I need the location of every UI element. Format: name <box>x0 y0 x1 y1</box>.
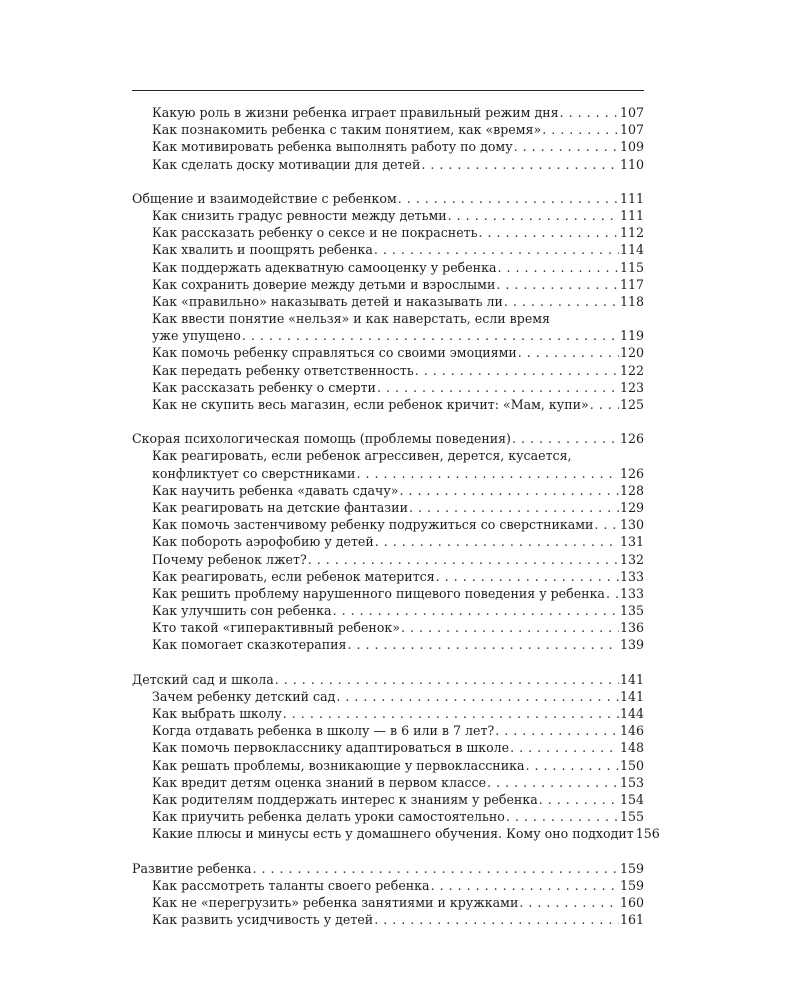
toc-entry <box>132 327 644 344</box>
header-rule <box>132 90 644 91</box>
toc-entry <box>132 877 644 894</box>
toc-entry <box>132 482 644 499</box>
toc-entry <box>132 121 644 138</box>
toc-section-entry <box>132 860 644 877</box>
toc-entry-title: Как реагировать на детские фантазии <box>152 499 408 515</box>
toc-page-number: 110 <box>619 156 644 172</box>
toc-entry <box>132 224 644 241</box>
toc-page-number: 120 <box>619 345 644 361</box>
toc-page-number: 136 <box>619 620 644 636</box>
toc-page-number: 160 <box>619 894 644 910</box>
toc-entry-title: Как поддержать адекватную самооценку у ребенка <box>152 259 497 275</box>
toc-entry <box>132 791 644 808</box>
toc-page-number: 150 <box>619 757 644 773</box>
toc-page-number: 161 <box>619 912 644 928</box>
toc-entry-title: Как развить усидчивость у детей <box>152 912 374 928</box>
toc-entry <box>132 379 644 396</box>
toc-page-number: 111 <box>619 190 644 206</box>
toc-page-number: 131 <box>619 534 644 550</box>
toc-entry-title: Когда отдавать ребенка в школу — в 6 или в 7 лет? <box>152 723 495 739</box>
toc-entry <box>132 551 644 568</box>
toc-leader-dots <box>436 568 619 585</box>
toc-page-number: 132 <box>619 551 644 567</box>
toc-page-number: 141 <box>619 688 644 704</box>
toc-leader-dots <box>377 379 619 396</box>
toc-page-number: 128 <box>619 482 644 498</box>
toc-leader-dots <box>539 791 619 808</box>
toc-leader-dots <box>510 739 619 756</box>
toc-page-number: 118 <box>619 293 644 309</box>
toc-leader-dots <box>495 722 619 739</box>
toc-entry <box>132 722 644 739</box>
toc-page-number: 130 <box>619 517 644 533</box>
toc-entry <box>132 688 644 705</box>
toc-page-number: 107 <box>619 122 644 138</box>
toc-leader-dots <box>525 757 618 774</box>
toc-page-number: 148 <box>619 740 644 756</box>
toc-entry <box>132 705 644 722</box>
toc-entry-title: Как снизить градус ревности между детьми <box>152 207 447 223</box>
toc-page-number: 133 <box>619 585 644 601</box>
toc-page-number: 133 <box>619 568 644 584</box>
toc-leader-dots <box>496 276 619 293</box>
toc-entry-title: Как не скупить весь магазин, если ребенок кричит: «Мам, купи» <box>152 397 589 412</box>
toc-entry <box>132 636 644 653</box>
toc-leader-dots <box>399 482 618 499</box>
toc-section-entry <box>132 190 644 207</box>
toc-leader-dots <box>374 241 619 258</box>
toc-entry-title: Как родителям поддержать интерес к знаниям у ребенка <box>152 791 538 807</box>
toc-entry-title: Как помочь застенчивому ребенку подружиться со сверстниками <box>152 517 594 533</box>
toc-page-number: 109 <box>619 139 644 155</box>
toc-entry-title: Как хвалить и поощрять ребенка <box>152 242 373 258</box>
toc-page-number: 119 <box>619 328 644 344</box>
toc-page-number: 126 <box>619 431 644 447</box>
toc-entry <box>132 619 644 636</box>
toc-entry-title: Как «правильно» наказывать детей и наказывать ли <box>152 293 503 309</box>
toc-leader-dots <box>421 156 619 173</box>
toc-leader-dots <box>275 671 619 688</box>
toc-page-number: 139 <box>619 637 644 653</box>
toc-entry-title: Как улучшить сон ребенка <box>152 603 332 619</box>
toc-entry <box>132 276 644 293</box>
toc-entry-title: Как сохранить доверие между детьми и взрослыми <box>152 276 496 292</box>
toc-entry-title: Скорая психологическая помощь (проблемы поведения) <box>132 431 511 447</box>
toc-section-entry <box>132 430 644 447</box>
toc-page-number: 125 <box>619 397 644 412</box>
toc-entry <box>132 568 644 585</box>
toc-leader-dots <box>375 533 619 550</box>
toc-entry <box>132 894 644 911</box>
toc-page-number: 123 <box>619 379 644 395</box>
toc-entry <box>132 310 644 327</box>
toc-page-number: 153 <box>619 774 644 790</box>
toc-page-number: 159 <box>619 860 644 876</box>
toc-leader-dots <box>431 877 619 894</box>
toc-entry <box>132 259 644 276</box>
toc-entry-title: Какую роль в жизни ребенка играет правильный режим дня <box>152 105 559 120</box>
toc-leader-dots <box>398 190 619 207</box>
toc-entry-title: Зачем ребенку детский сад <box>152 688 336 704</box>
toc-page-number: 159 <box>619 877 644 893</box>
toc-entry-title: Как вредит детям оценка знаний в первом классе <box>152 774 487 790</box>
toc-entry <box>132 499 644 516</box>
toc-entry <box>132 808 644 825</box>
toc-page-number: 122 <box>619 362 644 378</box>
toc-entry <box>132 138 644 155</box>
toc-entry <box>132 104 644 121</box>
toc-entry-title: Детский сад и школа <box>132 671 274 687</box>
toc-entry-title: Как помочь первокласснику адаптироваться в школе <box>152 740 510 756</box>
toc-entry <box>132 585 644 602</box>
toc-entry <box>132 465 644 482</box>
toc-entry-title: Как побороть аэрофобию у детей <box>152 534 374 550</box>
toc-leader-dots <box>401 619 619 636</box>
toc-entry <box>132 447 644 464</box>
toc-entry-title: Как выбрать школу <box>152 706 282 721</box>
toc-entry <box>132 774 644 791</box>
toc-leader-dots <box>506 808 619 825</box>
toc-leader-dots <box>448 207 619 224</box>
toc-leader-dots <box>252 860 618 877</box>
toc-entry-title: Как решить проблему нарушенного пищевого поведения у ребенка <box>152 585 605 601</box>
toc-entry-title: Как познакомить ребенка с таким понятием, как «время» <box>152 122 542 138</box>
toc-entry <box>132 825 660 842</box>
toc-leader-dots <box>560 104 619 121</box>
toc-entry-title: Как мотивировать ребенка выполнять работу по дому <box>152 139 513 155</box>
toc-entry-title: Как сделать доску мотивации для детей <box>152 156 421 172</box>
toc-leader-dots <box>336 688 619 705</box>
toc-leader-dots <box>519 894 619 911</box>
toc-entry-title: Почему ребенок лжет? <box>152 551 307 567</box>
toc-entry-title: Как помогает сказкотерапия <box>152 637 347 653</box>
toc-entry-title: уже упущено <box>152 328 241 344</box>
toc-leader-dots <box>512 430 619 447</box>
toc-page-number: 146 <box>619 723 644 739</box>
toc-leader-dots <box>497 259 618 276</box>
toc-entry <box>132 533 644 550</box>
toc-section-entry <box>132 671 644 688</box>
toc-leader-dots <box>356 465 619 482</box>
toc-entry <box>132 156 644 173</box>
toc-entry-title: Какие плюсы и минусы есть у домашнего обучения. Кому оно подходит <box>152 826 634 842</box>
toc-entry-title: Как реагировать, если ребенок агрессивен, дерется, кусается, <box>152 448 572 464</box>
toc-leader-dots <box>606 585 619 602</box>
toc-page-number: 112 <box>619 225 644 241</box>
toc-leader-dots <box>348 636 619 653</box>
toc-entry <box>132 344 644 361</box>
toc-leader-dots <box>308 551 619 568</box>
toc-page-number: 126 <box>619 465 644 481</box>
toc-leader-dots <box>590 396 619 413</box>
toc-page-number: 141 <box>619 671 644 687</box>
toc-page-number: 107 <box>619 105 644 120</box>
toc-leader-dots <box>514 138 619 155</box>
toc-leader-dots <box>415 362 619 379</box>
toc-entry-title: Как рассказать ребенку о смерти <box>152 379 376 395</box>
toc-page-number: 156 <box>635 826 660 842</box>
toc-page-number: 114 <box>619 242 644 258</box>
toc-page-number: 115 <box>619 259 644 275</box>
toc-leader-dots <box>594 516 619 533</box>
toc-entry-title: Как приучить ребенка делать уроки самостоятельно <box>152 809 505 825</box>
toc-leader-dots <box>487 774 619 791</box>
toc-entry-title: Как ввести понятие «нельзя» и как наверстать, если время <box>152 311 551 327</box>
toc-entry-title: Как не «перегрузить» ребенка занятиями и кружками <box>152 894 519 910</box>
toc-entry-title: Общение и взаимодействие с ребенком <box>132 190 397 206</box>
toc-entry-title: Как передать ребенку ответственность <box>152 362 414 378</box>
toc-page-number: 144 <box>619 706 644 721</box>
toc-entry <box>132 516 644 533</box>
toc-entry <box>132 207 644 224</box>
toc-entry-title: Как помочь ребенку справляться со своими эмоциями <box>152 345 517 361</box>
toc-entry <box>132 362 644 379</box>
toc-entry-title: Как рассмотреть таланты своего ребенка <box>152 877 430 893</box>
toc-leader-dots <box>283 705 619 722</box>
toc-entry <box>132 293 644 310</box>
toc-entry <box>132 396 644 413</box>
toc-leader-dots <box>518 344 619 361</box>
toc-page-number: 154 <box>619 791 644 807</box>
toc-page-number: 117 <box>619 276 644 292</box>
toc-leader-dots <box>504 293 619 310</box>
table-of-contents <box>132 104 660 928</box>
toc-page-number: 111 <box>619 207 644 223</box>
toc-entry-title: Как решать проблемы, возникающие у первоклассника <box>152 757 525 773</box>
toc-entry <box>132 757 644 774</box>
toc-entry-title: Как рассказать ребенку о сексе и не покраснеть <box>152 225 478 241</box>
toc-entry-title: Кто такой «гиперактивный ребенок» <box>152 620 400 636</box>
toc-leader-dots <box>542 121 619 138</box>
toc-leader-dots <box>333 602 619 619</box>
toc-page-number: 135 <box>619 603 644 619</box>
toc-entry-title: Развитие ребенка <box>132 860 252 876</box>
toc-page-number: 155 <box>619 809 644 825</box>
toc-leader-dots <box>374 911 619 928</box>
toc-leader-dots <box>478 224 618 241</box>
toc-page-number: 129 <box>619 499 644 515</box>
toc-entry-title: Как реагировать, если ребенок матерится <box>152 568 435 584</box>
toc-entry <box>132 739 644 756</box>
toc-entry <box>132 911 644 928</box>
toc-leader-dots <box>242 327 619 344</box>
toc-leader-dots <box>409 499 619 516</box>
toc-entry <box>132 241 644 258</box>
toc-entry <box>132 602 644 619</box>
toc-entry-title: конфликтует со сверстниками <box>152 465 356 481</box>
toc-entry-title: Как научить ребенка «давать сдачу» <box>152 482 399 498</box>
